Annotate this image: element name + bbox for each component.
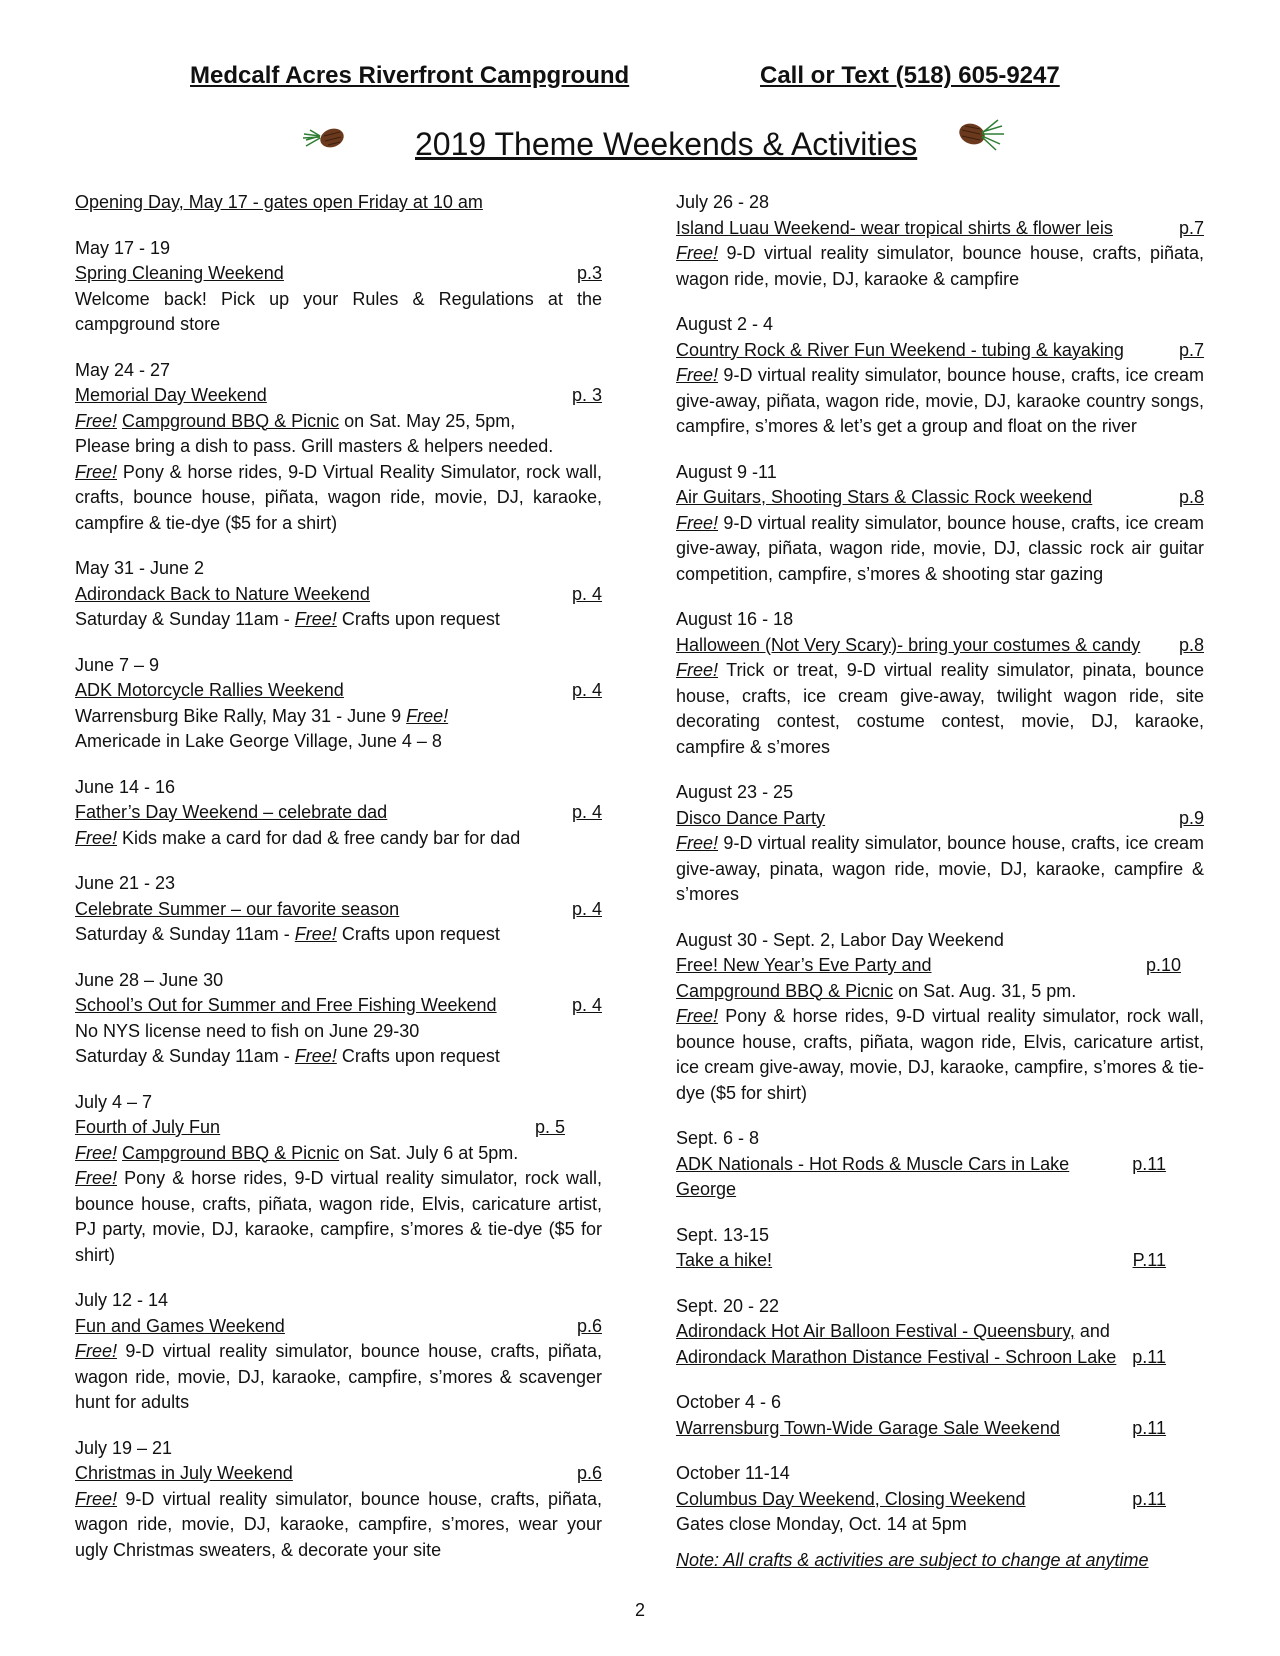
event-date: July 4 – 7 — [75, 1091, 153, 1112]
page-header — [190, 62, 1090, 92]
event-date: May 17 - 19 — [75, 237, 171, 258]
event-memorial-day — [75, 358, 602, 537]
event-title: Adirondack Back to Nature Weekend — [75, 583, 370, 604]
free-label: Free! — [294, 609, 337, 629]
event-description — [676, 511, 1204, 588]
event-text: Saturday & Sunday 11am - — [75, 1046, 295, 1066]
event-text: 9-D virtual reality simulator, bounce house, crafts, piñata, wagon ride, movie, DJ, karaoke, campfire, s’mores & scavenger hunt for adults — [75, 1341, 602, 1412]
event-title-line — [676, 633, 1204, 659]
event-date: August 2 - 4 — [676, 314, 774, 334]
event-page: p. 4 — [571, 583, 602, 604]
pine-cone-icon — [300, 118, 350, 158]
event-title-line — [676, 1416, 1166, 1442]
free-label: Free! — [676, 365, 719, 385]
event-page: p.10 — [1145, 955, 1181, 975]
event-spring-cleaning — [75, 236, 602, 338]
event-title-line — [75, 1461, 602, 1487]
bbq-label: Campground BBQ & Picnic — [122, 410, 340, 431]
event-title: ADK Nationals - Hot Rods & Muscle Cars in Lake George — [676, 1153, 1070, 1199]
event-fun-and-games — [75, 1288, 602, 1416]
event-title: Father’s Day Weekend – celebrate dad — [75, 802, 388, 822]
event-disco-dance — [676, 780, 1204, 908]
event-page: p.8 — [1178, 487, 1204, 507]
event-title-line — [676, 953, 1181, 979]
event-bbq-line — [75, 1141, 602, 1167]
event-description — [75, 1339, 602, 1416]
event-text: Saturday & Sunday 11am - — [75, 609, 295, 629]
phone-number: Call or Text (518) 605-9247 — [760, 62, 1060, 89]
free-label: Free! — [75, 1488, 118, 1509]
event-text: Crafts upon request — [336, 609, 500, 629]
event-description — [676, 658, 1204, 760]
event-title-line — [75, 897, 602, 923]
event-description — [75, 922, 602, 948]
event-halloween — [676, 607, 1204, 760]
event-celebrate-summer — [75, 871, 602, 948]
event-date: August 9 -11 — [676, 461, 777, 482]
event-title: Christmas in July Weekend — [75, 1463, 293, 1483]
event-date: July 26 - 28 — [676, 192, 770, 212]
event-island-luau — [676, 190, 1204, 292]
event-text: Kids make a card for dad & free candy bar for dad — [117, 827, 521, 848]
event-text: Pony & horse rides, 9-D virtual reality simulator, rock wall, bounce house, crafts, piñata, wagon ride, Elvis, caricature artist, PJ party, movie, DJ, karaoke, campfire, s’mores & tie-dye ($5 for shirt) — [75, 1168, 602, 1265]
event-title-line — [676, 338, 1204, 364]
event-date: June 28 – June 30 — [75, 969, 224, 990]
event-page: p. 3 — [571, 385, 602, 405]
event-date: Sept. 20 - 22 — [676, 1295, 780, 1316]
event-page: p. 5 — [534, 1117, 565, 1137]
event-date: October 11-14 — [676, 1463, 790, 1483]
event-description — [75, 826, 602, 852]
event-columbus-day — [676, 1461, 1204, 1538]
event-text: 9-D virtual reality simulator, bounce house, crafts, piñata, wagon ride, movie, DJ, karaoke, campfire, s’mores, wear your ugly Christmas sweaters, & decorate your site — [75, 1488, 602, 1560]
event-title-line — [676, 1248, 1166, 1274]
event-air-guitars — [676, 460, 1204, 588]
event-description — [75, 1166, 602, 1268]
event-text: 9-D virtual reality simulator, bounce house, crafts, ice cream give-away, piñata, wagon ride, movie, DJ, karaoke country songs, campfire, s’mores & let’s get a group and float on the river — [676, 365, 1204, 436]
event-title-line — [75, 800, 602, 826]
event-title-line — [75, 1314, 602, 1340]
event-title-line — [75, 383, 602, 409]
pine-cone-icon — [950, 112, 1008, 158]
event-page: p.11 — [1132, 1346, 1166, 1367]
event-title: Memorial Day Weekend — [75, 385, 267, 405]
event-description: Welcome back! Pick up your Rules & Regulations at the campground store — [75, 288, 602, 334]
event-title-line — [676, 1319, 1204, 1345]
event-line: Americade in Lake George Village, June 4 – 8 — [75, 731, 442, 751]
event-page: p. 4 — [571, 995, 602, 1015]
free-label: Free! — [406, 705, 449, 726]
event-fourth-of-july — [75, 1090, 602, 1269]
event-text: 9-D virtual reality simulator, bounce house, crafts, ice cream give-away, pinata, wagon ride, movie, DJ, karaoke, campfire & s’mores — [676, 833, 1204, 904]
event-line: Please bring a dish to pass. Grill masters & helpers needed. — [75, 436, 554, 456]
event-date: May 31 - June 2 — [75, 558, 205, 578]
page-number: 2 — [634, 1600, 645, 1620]
bbq-label: Campground BBQ & Picnic — [122, 1142, 340, 1163]
event-title: Disco Dance Party — [676, 807, 826, 828]
free-label: Free! — [294, 1046, 337, 1066]
event-description — [676, 831, 1204, 908]
event-date: July 19 – 21 — [75, 1437, 173, 1458]
event-page: p. 4 — [571, 680, 602, 700]
event-date: August 30 - Sept. 2, Labor Day Weekend — [676, 929, 1004, 950]
event-title-line — [676, 1487, 1166, 1513]
event-title: School’s Out for Summer and Free Fishing Weekend — [75, 995, 497, 1015]
free-label: Free! — [75, 827, 118, 848]
event-title: Spring Cleaning Weekend — [75, 263, 284, 283]
free-label: Free! — [676, 512, 719, 533]
event-title-line — [75, 1115, 565, 1141]
free-label: Free! — [75, 461, 118, 482]
event-line: No NYS license need to fish on June 29-30 — [75, 1020, 420, 1041]
bbq-detail: on Sat. July 6 at 5pm. — [339, 1142, 519, 1163]
event-page: p.7 — [1178, 217, 1204, 238]
event-text: Warrensburg Bike Rally, May 31 - June 9 — [75, 705, 407, 726]
event-page: p.11 — [1132, 1153, 1166, 1174]
event-text: Crafts upon request — [336, 1046, 500, 1066]
event-description — [75, 460, 602, 537]
event-title: Island Luau Weekend- wear tropical shirts & flower leis — [676, 217, 1113, 238]
event-description: Gates close Monday, Oct. 14 at 5pm — [676, 1514, 967, 1534]
event-description — [676, 241, 1204, 292]
event-date: June 21 - 23 — [75, 873, 176, 893]
event-page: p.7 — [1178, 339, 1204, 360]
event-page: p.8 — [1178, 634, 1204, 655]
bbq-detail: on Sat. Aug. 31, 5 pm. — [893, 980, 1077, 1001]
event-title-line — [75, 582, 602, 608]
left-column — [75, 190, 602, 1583]
event-title-line — [676, 806, 1204, 832]
event-country-rock — [676, 312, 1204, 440]
event-text: Saturday & Sunday 11am - — [75, 924, 295, 944]
free-label: Free! — [676, 660, 719, 680]
bbq-label: Campground BBQ & Picnic — [676, 980, 894, 1001]
event-title-line — [676, 1152, 1166, 1203]
free-label: Free! — [75, 410, 118, 431]
event-description — [75, 1044, 602, 1070]
event-title: Fun and Games Weekend — [75, 1315, 285, 1336]
event-title: Country Rock & River Fun Weekend - tubing & kayaking — [676, 339, 1124, 360]
event-title: Columbus Day Weekend, Closing Weekend — [676, 1488, 1026, 1509]
event-description — [676, 363, 1204, 440]
event-title-line — [75, 678, 602, 704]
event-text: 9-D virtual reality simulator, bounce house, crafts, ice cream give-away, piñata, wagon ride, movie, DJ, classic rock air guitar competition, campfire, s’mores & shooting star gazing — [676, 512, 1204, 584]
free-label: Free! — [75, 1168, 118, 1188]
right-column — [676, 190, 1204, 1573]
event-back-to-nature — [75, 556, 602, 633]
event-take-a-hike — [676, 1223, 1204, 1274]
event-text: Crafts upon request — [336, 924, 500, 944]
free-label: Free! — [294, 924, 337, 944]
event-title-line — [75, 993, 602, 1019]
event-page: p.6 — [576, 1463, 602, 1483]
event-title: Adirondack Hot Air Balloon Festival - Queensbury, — [676, 1321, 1075, 1341]
page-title: 2019 Theme Weekends & Activities — [415, 126, 918, 162]
campground-name: Medcalf Acres Riverfront Campground — [190, 62, 630, 89]
event-page: P.11 — [1132, 1250, 1166, 1270]
event-page: p. 4 — [571, 898, 602, 919]
free-label: Free! — [676, 833, 719, 853]
free-label: Free! — [75, 1142, 118, 1163]
event-bbq-line — [75, 409, 602, 435]
event-balloon-marathon — [676, 1294, 1204, 1371]
event-text: 9-D virtual reality simulator, bounce house, crafts, piñata, wagon ride, movie, DJ, karaoke & campfire — [676, 243, 1204, 289]
event-text: Pony & horse rides, 9-D virtual reality simulator, rock wall, bounce house, crafts, piñata, wagon ride, Elvis, caricature artist, ice cream give-away, movie, DJ, karaoke, campfire, s’mores & tie-dye ($5 for shirt) — [676, 1006, 1204, 1103]
free-label: Free! — [75, 1341, 118, 1361]
event-page: p.11 — [1132, 1417, 1166, 1438]
event-date: Sept. 13-15 — [676, 1224, 770, 1245]
event-title: Adirondack Marathon Distance Festival - Schroon Lake — [676, 1346, 1117, 1367]
event-title: Celebrate Summer – our favorite season — [75, 898, 400, 919]
event-title-line — [676, 216, 1204, 242]
event-title: Take a hike! — [676, 1250, 773, 1270]
event-garage-sale — [676, 1390, 1204, 1441]
event-bbq-line — [676, 979, 1204, 1005]
event-page: p.3 — [576, 263, 602, 283]
event-description — [676, 1004, 1204, 1106]
event-christmas-in-july — [75, 1436, 602, 1564]
event-text: Trick or treat, 9-D virtual reality simulator, pinata, bounce house, crafts, ice cream give-away, twilight wagon ride, site decorating contest, costume contest, movie, DJ, karaoke, campfire & s’mores — [676, 660, 1204, 757]
event-page: p.6 — [576, 1315, 602, 1336]
free-label: Free! — [676, 1006, 719, 1026]
event-title: ADK Motorcycle Rallies Weekend — [75, 680, 344, 700]
event-page: p.9 — [1178, 807, 1204, 828]
event-date: May 24 - 27 — [75, 359, 171, 380]
event-schools-out — [75, 968, 602, 1070]
event-title-line — [676, 1345, 1166, 1371]
opening-day — [75, 190, 602, 216]
note-text: Note: All crafts & activities are subject to change at anytime — [676, 1549, 1149, 1570]
event-title: Halloween (Not Very Scary)- bring your costumes & candy — [676, 634, 1141, 655]
event-title-line — [676, 485, 1204, 511]
event-date: August 23 - 25 — [676, 782, 794, 802]
event-title: Free! New Year’s Eve Party and — [676, 955, 932, 975]
free-label: Free! — [676, 243, 719, 263]
event-fathers-day — [75, 775, 602, 852]
event-title-line — [75, 261, 602, 287]
event-text: and — [1074, 1321, 1110, 1341]
event-description-text: Pony & horse rides, 9-D Virtual Reality Simulator, rock wall, crafts, bounce house, piñata, wagon ride, movie, DJ, karaoke, campfire & tie-dye ($5 for a shirt) — [75, 461, 602, 533]
event-title: Warrensburg Town-Wide Garage Sale Weekend — [676, 1417, 1060, 1438]
event-date: July 12 - 14 — [75, 1290, 169, 1310]
event-date: June 7 – 9 — [75, 654, 160, 675]
event-description — [75, 1487, 602, 1564]
event-title: Fourth of July Fun — [75, 1117, 221, 1137]
event-description — [75, 607, 602, 633]
bbq-detail: on Sat. May 25, 5pm, — [339, 410, 516, 431]
event-page: p. 4 — [571, 802, 602, 822]
event-line — [75, 704, 602, 730]
opening-day-text: Opening Day, May 17 - gates open Friday at 10 am — [75, 192, 483, 212]
event-page: p.11 — [1132, 1488, 1166, 1509]
event-date: October 4 - 6 — [676, 1392, 782, 1412]
event-title: Air Guitars, Shooting Stars & Classic Rock weekend — [676, 487, 1093, 507]
event-date: August 16 - 18 — [676, 609, 794, 629]
event-labor-day — [676, 928, 1204, 1107]
event-date: June 14 - 16 — [75, 776, 176, 797]
event-adk-nationals — [676, 1126, 1204, 1203]
event-motorcycle-rallies — [75, 653, 602, 755]
event-date: Sept. 6 - 8 — [676, 1128, 760, 1148]
